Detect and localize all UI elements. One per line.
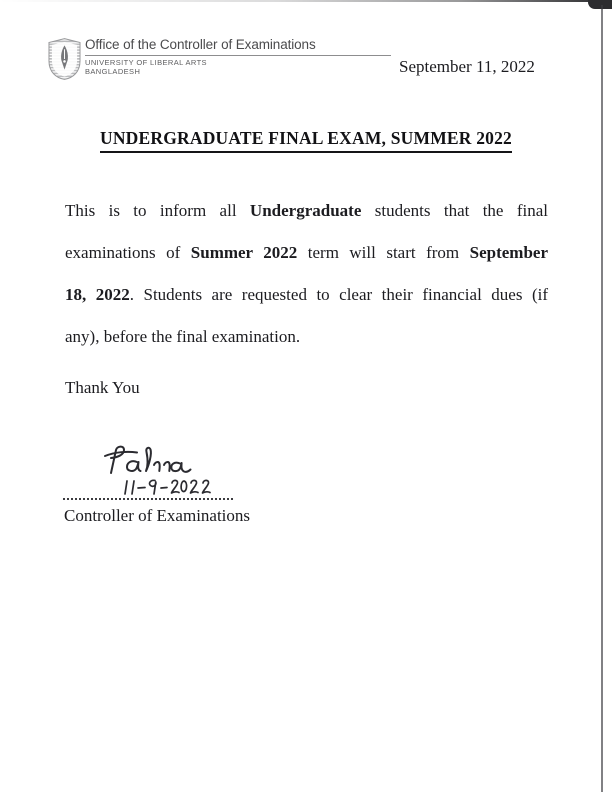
letterhead xyxy=(48,37,391,81)
university-name-line2: BANGLADESH xyxy=(85,66,141,76)
closing-thanks: Thank You xyxy=(65,378,140,397)
body-text: any), before the final examination. xyxy=(65,327,301,346)
ulab-shield-pen-nib-logo-icon xyxy=(48,37,81,81)
signatory-role: Controller of Examinations xyxy=(64,506,251,525)
scan-corner-top-right xyxy=(588,0,612,9)
body-text: term will start from xyxy=(297,243,470,262)
letterhead-text xyxy=(85,37,391,76)
body-text-bold: 18, 2022 xyxy=(65,285,130,304)
handwritten-date-strokes xyxy=(125,480,210,494)
body-line-4 xyxy=(65,316,548,358)
body-text: . Students are requested to clear their financial dues (if xyxy=(129,285,548,304)
body-line-3 xyxy=(65,274,548,316)
body-line-1 xyxy=(65,190,548,232)
body-text-bold: Summer 2022 xyxy=(190,243,298,262)
body-text: students that the final xyxy=(361,201,549,220)
handwritten-signature-icon xyxy=(103,444,223,498)
letterhead-divider xyxy=(85,55,391,56)
signature-scribble xyxy=(105,447,191,473)
notice-body xyxy=(65,190,548,358)
notice-title xyxy=(0,128,612,153)
university-name-line1: UNIVERSITY OF LIBERAL ARTS xyxy=(85,58,207,67)
scan-edge-top xyxy=(0,0,612,2)
notice-title-text: UNDERGRADUATE FINAL EXAM, SUMMER 2022 xyxy=(100,128,512,153)
signature-dotted-line xyxy=(63,498,233,500)
body-text: This is to inform all xyxy=(65,201,250,220)
body-text-bold: September xyxy=(469,243,548,262)
office-name: Office of the Controller of Examinations xyxy=(85,37,316,52)
body-line-2 xyxy=(65,232,548,274)
body-text-bold: Undergraduate xyxy=(249,201,362,220)
body-text: examinations of xyxy=(65,243,191,262)
letter-date: September 11, 2022 xyxy=(399,57,535,76)
scan-edge-right xyxy=(601,5,603,792)
